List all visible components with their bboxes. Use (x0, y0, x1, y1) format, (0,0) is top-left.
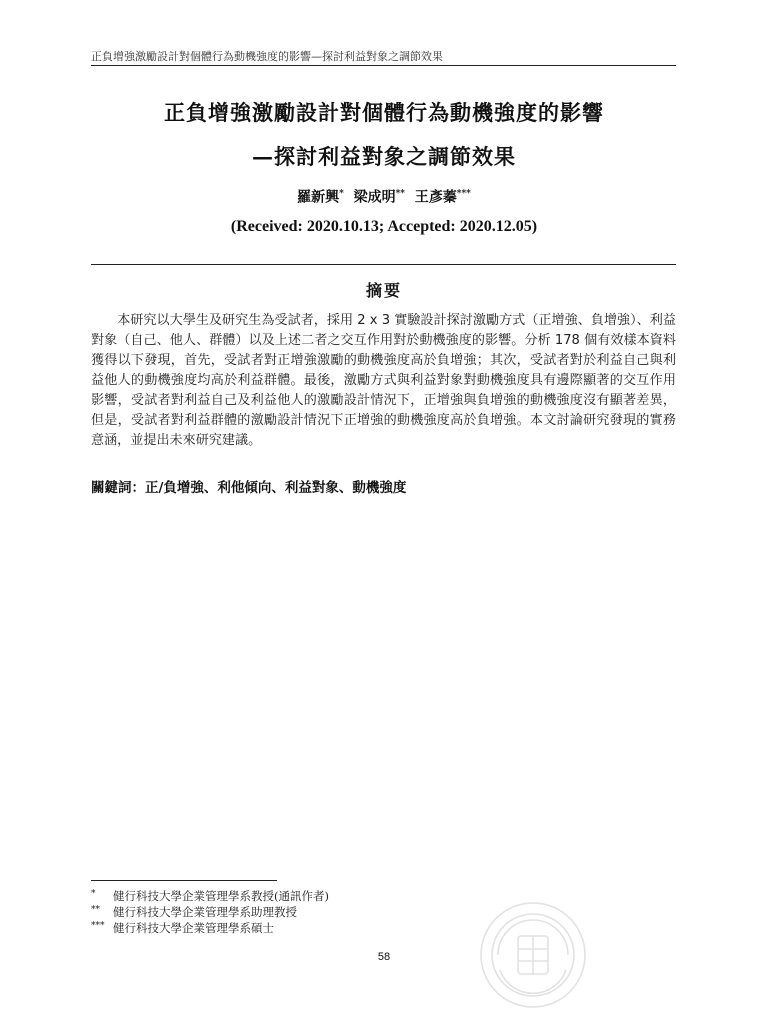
footnote-text: 健行科技大學企業管理學系助理教授 (113, 905, 297, 919)
author-name: 梁成明 (353, 189, 396, 206)
footnote (91, 904, 491, 920)
footnote-mark: ** (91, 905, 100, 915)
footnote-separator (91, 880, 277, 881)
footnote (91, 888, 491, 904)
received-accepted-dates: (Received: 2020.10.13; Accepted: 2020.12.05) (230, 218, 538, 235)
running-header: 正負增強激勵設計對個體行為動機強度的影響—探討利益對象之調節效果 (91, 50, 443, 63)
footnote-text: 健行科技大學企業管理學系教授(通訊作者) (113, 889, 329, 903)
page-number: 58 (377, 951, 391, 963)
author-footnote-mark: ** (395, 189, 405, 199)
author-name: 羅新興 (297, 189, 340, 206)
abstract-body: 本研究以大學生及研究生為受試者，採用 2 x 3 實驗設計探討激勵方式（正增強、負增強）、利益對象（自己、他人、群體）以及上述二者之交互作用對於動機強度的影響。分析 178 個有效樣本資料獲得以下發現，首先，受試者對正增強激勵的動機強度高於負增強；其次，受試者對於利益自己與利益他人的動機強度均高於利益群體。最後，激勵方式與利益對象對動機強度具有邊際顯著的交互作用影響，受試者對利益自己及利益他人的激勵設計情況下，正增強與負增強的動機強度沒有顯著差異，但是，受試者對利益群體的激勵設計情況下正增強的動機強度高於負增強。本文討論研究發現的實務意涵，並提出未來研究建議。 (91, 313, 676, 448)
footnotes (91, 888, 491, 936)
footnote-text: 健行科技大學企業管理學系碩士 (113, 921, 274, 935)
author-list (0, 184, 768, 208)
footnote (91, 920, 491, 936)
keywords: 關鍵詞：正/負增強、利他傾向、利益對象、動機強度 (91, 480, 407, 496)
header-rule (91, 65, 676, 66)
author-name: 王彥蓁 (414, 189, 457, 206)
paper-title-line2: —探討利益對象之調節效果 (252, 144, 516, 169)
paper-title-line1: 正負增強激勵設計對個體行為動機強度的影響 (164, 100, 604, 125)
footnote-mark: * (91, 889, 96, 899)
author-footnote-mark: *** (456, 189, 471, 199)
section-divider (91, 264, 676, 265)
footnote-mark: *** (91, 921, 105, 931)
abstract-heading: 摘要 (365, 281, 402, 300)
author-footnote-mark: * (339, 189, 344, 199)
